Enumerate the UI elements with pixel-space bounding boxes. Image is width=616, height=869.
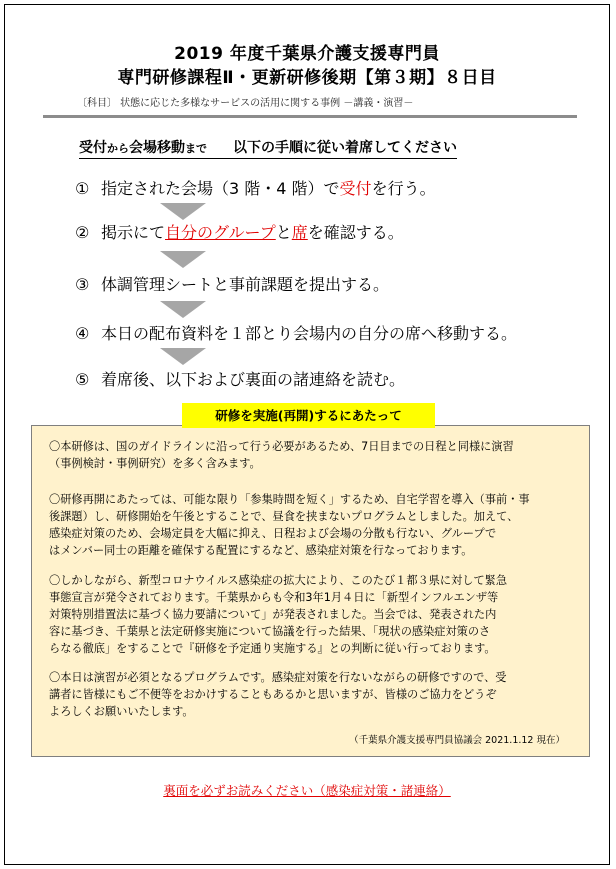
paragraph-line: 〇しかしながら、新型コロナウイルス感染症の拡大により、このたび１都３県に対して緊急	[49, 574, 508, 587]
heading-reception: 受付	[79, 140, 107, 156]
step-1	[75, 176, 436, 199]
back-page-notice: 裏面を必ずお読みください（感染症対策・諸連絡）	[163, 783, 451, 798]
paragraph-line: 〇本研修は、国のガイドラインに沿って行う必要があるため、7日目までの日程と同様に演習	[49, 440, 514, 453]
title-line-2: 専門研修課程Ⅱ・更新研修後期【第３期】８日目	[117, 68, 497, 88]
paragraph-line: 感染症対策のため、会場定員を大幅に抑え、日程および会場の分散も行ない、グループで	[49, 527, 497, 540]
paragraph-line: 事態宣言が発令されております。千葉県からも令和3年1月４日に「新型インフルエンザ等	[49, 591, 499, 604]
down-arrow-icon	[160, 348, 206, 365]
notice-paragraph-1	[49, 438, 585, 472]
paragraph-line: 後課題）し、研修開始を午後とすることで、昼食を挟まないプログラムとしました。加えて、	[49, 510, 519, 523]
heading-until: まで	[185, 142, 207, 155]
heading-follow-steps: 以下の手順に従い着席してください	[233, 140, 457, 156]
step-4	[75, 321, 517, 344]
heading-from: から	[107, 142, 129, 155]
notice-paragraph-4	[49, 669, 585, 720]
step-4-text: 本日の配布資料を１部とり会場内の自分の席へ移動する。	[101, 324, 518, 343]
step-5	[75, 367, 405, 390]
step-2	[75, 220, 404, 243]
down-arrow-icon	[160, 203, 206, 220]
paragraph-line: らなる徹底」をすることで『研修を予定通り実施する』との判断に従い行っております。	[49, 642, 496, 655]
paragraph-line: （事例検討・事例研究）を多く含みます。	[49, 457, 261, 470]
document-page	[4, 4, 610, 865]
step-2-highlight-seat: 席	[291, 223, 308, 242]
step-3-text: 体調管理シートと事前課題を提出する。	[101, 275, 390, 294]
down-arrow-icon	[160, 251, 206, 268]
step-2-text-a: 掲示にて	[101, 223, 166, 242]
heading-venue-move: 会場移動	[129, 140, 185, 156]
step-5-text: 着席後、以下および裏面の諸連絡を読む。	[101, 370, 406, 389]
down-arrow-icon	[160, 301, 206, 318]
notice-title: 研修を実施(再開)するにあたって	[182, 403, 435, 428]
step-2-number: ②	[75, 223, 90, 242]
step-5-number: ⑤	[75, 370, 90, 389]
paragraph-line: 講者に皆様にもご不便等をおかけすることもあるかと思いますが、皆様のご協力をどうぞ	[49, 688, 497, 701]
notice-source-note: （千葉県介護支援専門員協議会 2021.1.12 現在）	[349, 735, 565, 746]
step-4-number: ④	[75, 324, 90, 343]
step-1-text-a: 指定された会場（3 階・4 階）で	[101, 179, 340, 198]
paragraph-line: 〇本日は演習が必須となるプログラムです。感染症対策を行ないながらの研修ですので、受	[49, 671, 507, 684]
notice-paragraph-2	[49, 491, 585, 559]
step-3-number: ③	[75, 275, 90, 294]
step-2-highlight-group: 自分のグループ	[165, 223, 276, 242]
title-line-1: 2019 年度千葉県介護支援専門員	[174, 44, 440, 64]
step-3	[75, 272, 389, 295]
paragraph-line: 容に基づき、千葉県と法定研修実施について協議を行った結果、「現状の感染症対策のさ	[49, 625, 491, 638]
step-1-text-b: を行う。	[371, 179, 436, 198]
paragraph-line: はメンバー同士の距離を確保する配置にするなど、感染症対策を行なっております。	[49, 544, 473, 557]
instructions-heading	[79, 137, 457, 159]
step-2-text-mid: と	[275, 223, 292, 242]
paragraph-line: よろしくお願いいたします。	[49, 705, 194, 718]
subject-line: 〔科目〕 状態に応じた多様なサービスの活用に関する事例 －講義・演習－	[77, 98, 414, 109]
divider	[43, 115, 577, 118]
step-1-highlight: 受付	[339, 179, 372, 198]
step-1-number: ①	[75, 179, 90, 198]
paragraph-line: 対策特別措置法に基づく協力要請について」が発表されました。当会では、発表された内	[49, 608, 497, 621]
step-2-text-b: を確認する。	[307, 223, 404, 242]
notice-paragraph-3	[49, 572, 585, 657]
paragraph-line: 〇研修再開にあたっては、可能な限り「参集時間を短く」するため、自宅学習を導入（事前・事	[49, 493, 530, 506]
